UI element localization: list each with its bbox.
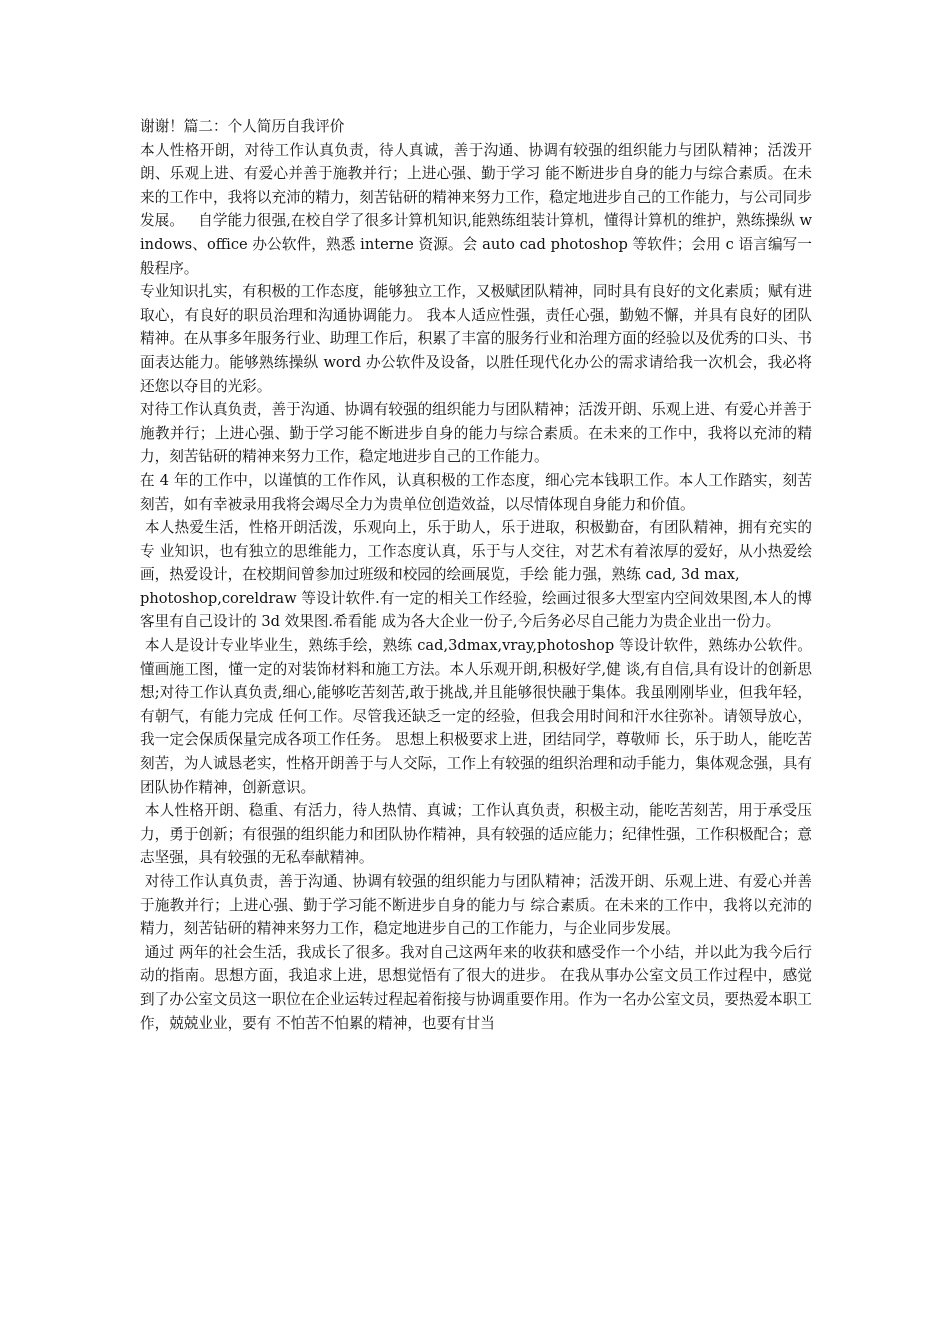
paragraph-1: 本人性格开朗，对待工作认真负责，待人真诚，善于沟通、协调有较强的组织能力与团队精神；活泼开朗、乐观上进、有爱心并善于施教并行；上进心强、勤于学习 能不断进步自身的能力与综合素质。在未来的工作中，我将以充沛的精力，刻苦钻研的精神来努力工作，稳定地进步自己的工作能力，与公司同步发展。 自学能力很强,在校自学了很多计算机知识,能熟练组装计算机，懂得计算机的维护，熟练操纵 windows、office 办公软件，熟悉 interne 资源。会 auto cad photoshop 等软件；会用 c 语言编写一般程序。: [140, 141, 812, 277]
paragraph-7: 本人是设计专业毕业生，熟练手绘，熟练 cad,3dmax,vray,photoshop 等设计软件，熟练办公软件。懂画施工图，懂一定的对装饰材料和施工方法。本人乐观开朗,积极好学,健 谈,有自信,具有设计的创新思想;对待工作认真负责,细心,能够吃苦刻苦,敢于挑战,并且能够很快融于集体。我虽刚刚毕业，但我年轻，有朝气，有能力完成 任何工作。尽管我还缺乏一定的经验，但我会用时间和汗水往弥补。请领导放心，我一定会保质保量完成各项工作任务。 思想上积极要求上进，团结同学，尊敬师 长，乐于助人，能吃苦刻苦，为人诚恳老实，性格开朗善于与人交际，工作上有较强的组织治理和动手能力，集体观念强，具有团队协作精神，创新意识。: [140, 637, 812, 796]
paragraph-2: 专业知识扎实，有积极的工作态度，能够独立工作，又极赋团队精神，同时具有良好的文化素质；赋有进取心，有良好的职员治理和沟通协调能力。 我本人适应性强，责任心强，勤勉不懈，并具有良好的团队精神。在从事多年服务行业、助理工作后，积累了丰富的服务行业和治理方面的经验以及优秀的口头、书 面表达能力。能够熟练操纵 word 办公软件及设备，以胜任现代化办公的需求请给我一次机会，我必将还您以夺目的光彩。: [140, 283, 817, 395]
paragraph-3: 对待工作认真负责，善于沟通、协调有较强的组织能力与团队精神；活泼开朗、乐观上进、有爱心并善于施教并行；上进心强、勤于学习能不断进步自身的能力与综合素质。在未来的工作中，我将以充沛的精力，刻苦钻研的精神来努力工作，稳定地进步自己的工作能力。: [140, 401, 812, 466]
paragraph-10: 通过 两年的社会生活，我成长了很多。我对自己这两年来的收获和感受作一个小结，并以此为我今后行动的指南。思想方面，我追求上进，思想觉悟有了很大的进步。 在我从事办公室文员工作过程中，感觉到了办公室文员这一职位在企业运转过程起着衔接与协调重要作用。作为一名办公室文员，要热爱本职工作，兢兢业业，要有 不怕苦不怕累的精神，也要有甘当: [140, 943, 812, 1032]
paragraph-5: 本人热爱生活，性格开朗活泼，乐观向上，乐于助人，乐于进取，积极勤奋，有团队精神，拥有充实的专 业知识，也有独立的思维能力，工作态度认真，乐于与人交往，对艺术有着浓厚的爱好，从小热爱绘画，热爱设计，在校期间曾参加过班级和校园的绘画展览，手绘 能力强，熟练 cad, 3d max,: [140, 519, 813, 584]
paragraph-6: photoshop,coreldraw 等设计软件.有一定的相关工作经验，绘画过很多大型室内空间效果图,本人的博客里有自己设计的 3d 效果图.希看能 成为各大企业一份子,今后务必尽自己能力为贵企业出一份力。: [140, 589, 812, 631]
paragraph-8: 本人性格开朗、稳重、有活力，待人热情、真诚；工作认真负责，积极主动，能吃苦刻苦，用于承受压力，勇于创新；有很强的组织能力和团队协作精神，具有较强的适应能力；纪律性强，工作积极配合；意志坚强，具有较强的无私奉献精神。: [140, 802, 813, 867]
paragraph-9: 对待工作认真负责，善于沟通、协调有较强的组织能力与团队精神；活泼开朗、乐观上进、有爱心并善于施教并行；上进心强、勤于学习能不断进步自身的能力与 综合素质。在未来的工作中，我将以充沛的精力，刻苦钻研的精神来努力工作，稳定地进步自己的工作能力，与企业同步发展。: [140, 873, 813, 938]
section-heading: 谢谢！篇二：个人简历自我评价: [140, 118, 345, 135]
document-page: [140, 115, 817, 1035]
paragraph-4: 在 4 年的工作中，以谨慎的工作作风，认真积极的工作态度，细心完本钱职工作。本人工作踏实，刻苦刻苦，如有幸被录用我将会竭尽全力为贵单位创造效益，以尽情体现自身能力和价值。: [140, 471, 812, 513]
